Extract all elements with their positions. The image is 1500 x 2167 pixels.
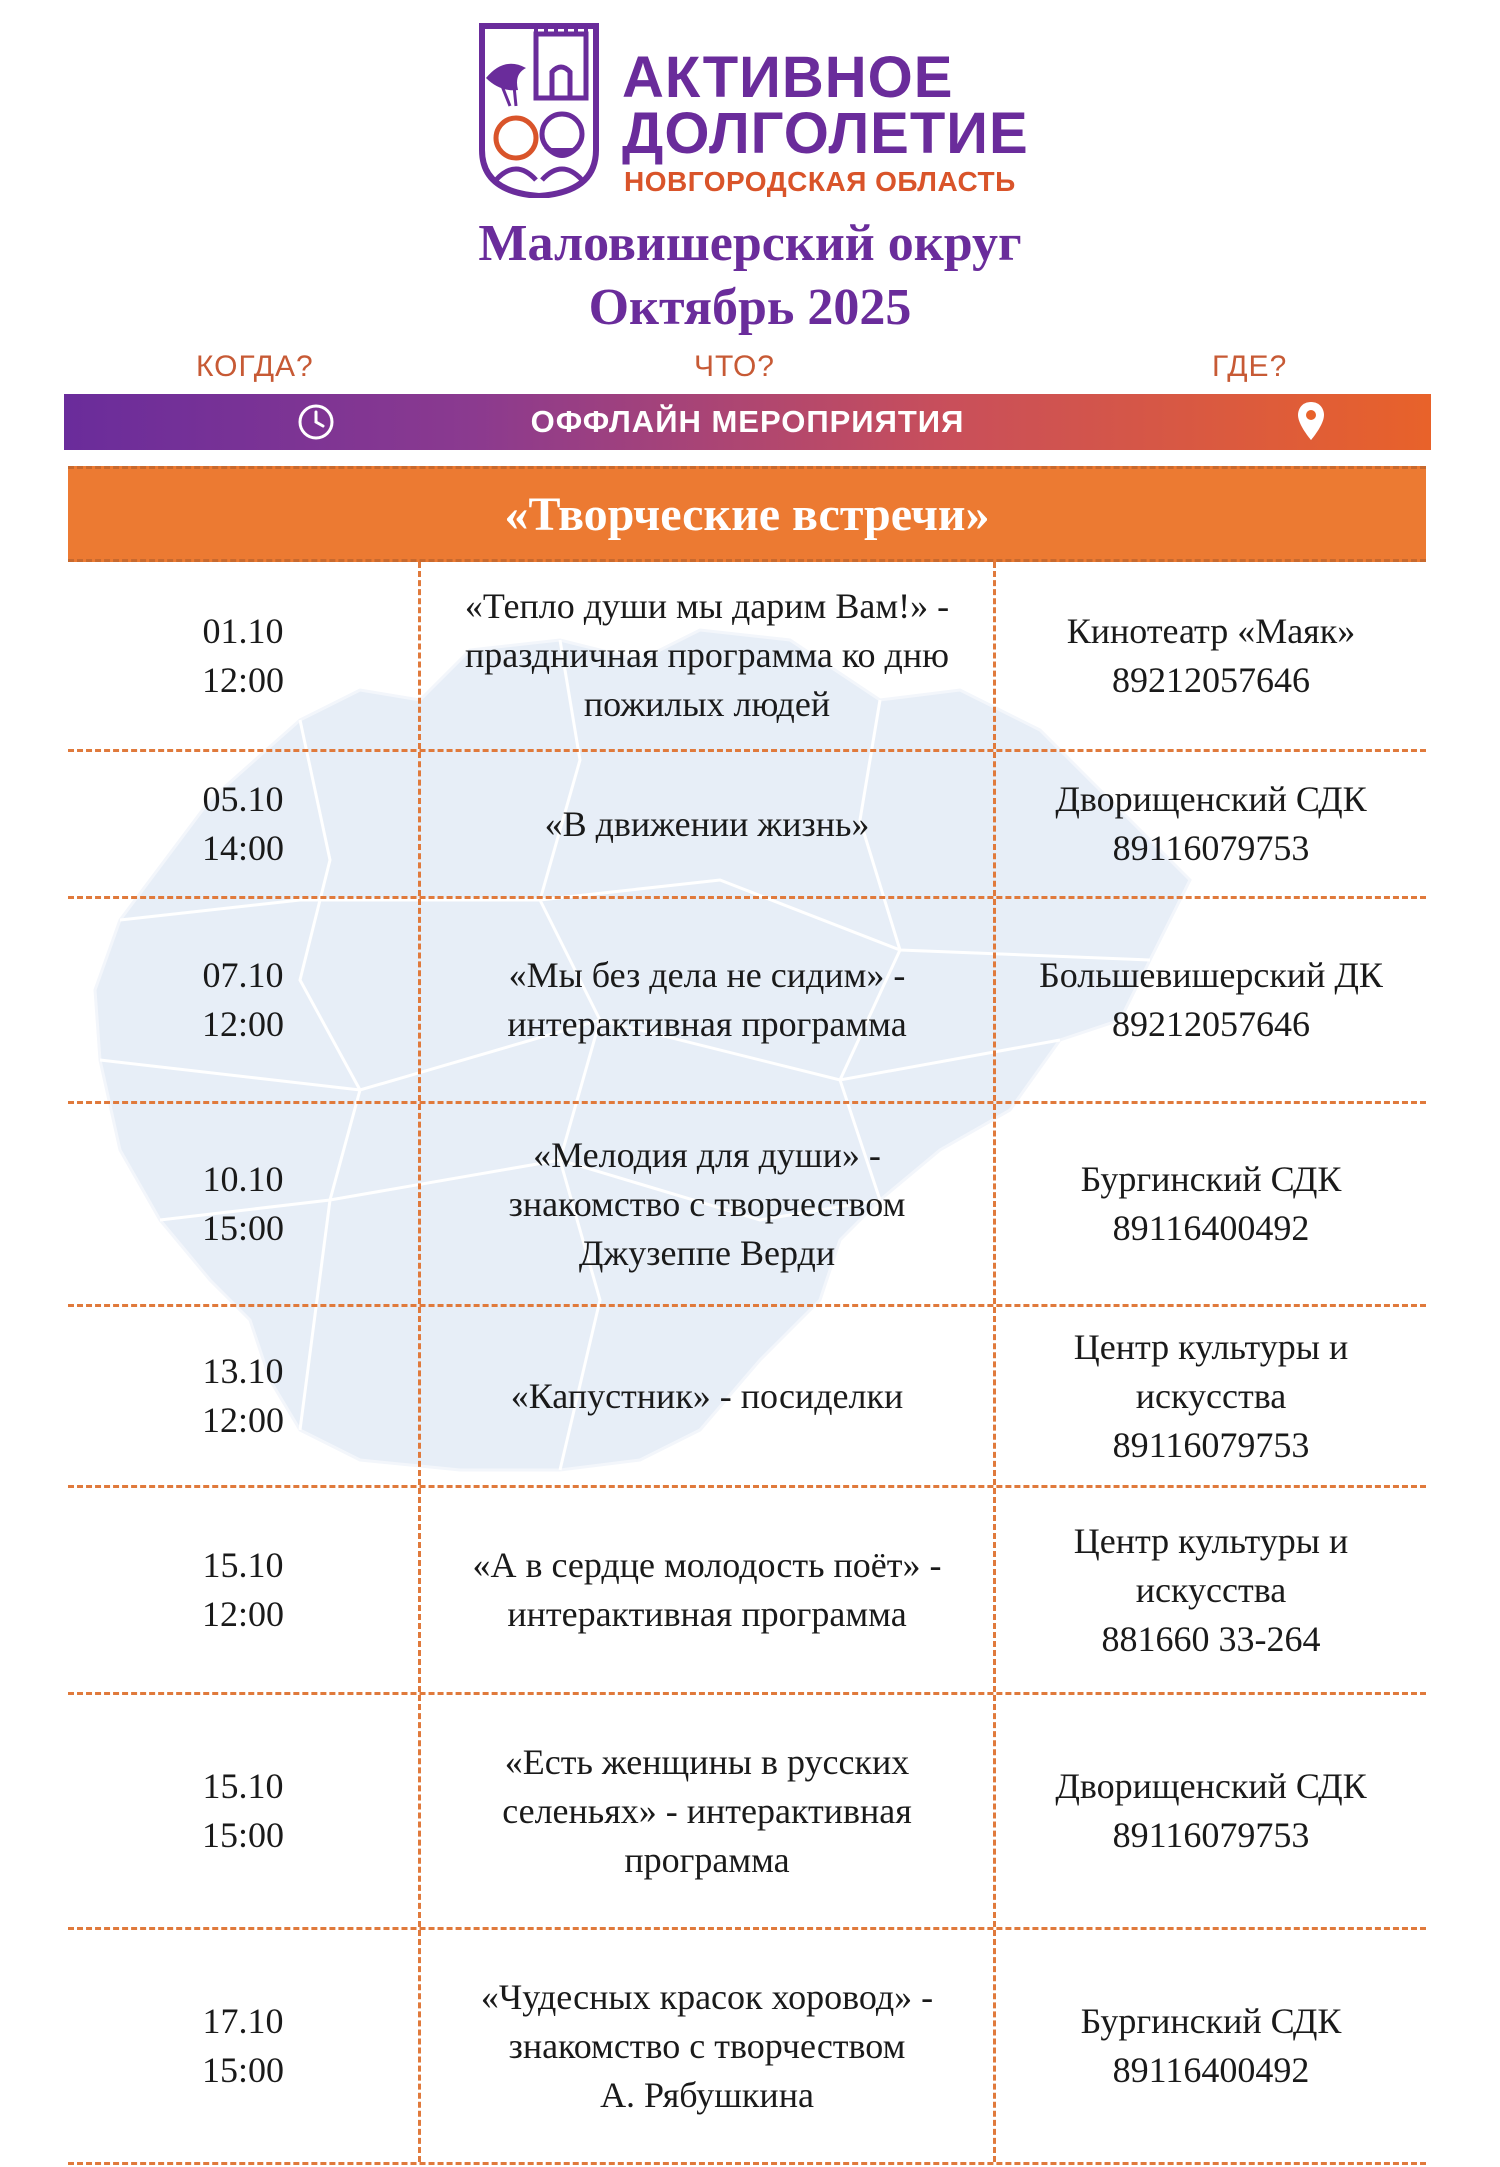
- event-description: [418, 1488, 996, 1692]
- event-row: [68, 899, 1426, 1104]
- event-time: 12:00: [201, 1400, 284, 1440]
- event-location-line: Большевишерский ДК: [1039, 955, 1383, 995]
- event-description: [418, 899, 996, 1101]
- event-description-line: «Мелодия для души» -: [533, 1134, 881, 1175]
- event-description-line: праздничная программа ко дню: [464, 635, 949, 675]
- event-description-line: интерактивная программа: [507, 1004, 907, 1044]
- logo-title-line1: АКТИВНОЕ: [622, 45, 954, 110]
- event-location-line: Дворищенский СДК: [1055, 1766, 1367, 1806]
- label-when: КОГДА?: [196, 350, 314, 383]
- event-time: 12:00: [201, 1594, 284, 1634]
- event-location-line: 89116079753: [1112, 828, 1310, 868]
- event-description-line: «Капустник» - посиделки: [510, 1375, 904, 1416]
- offline-events-banner: [64, 394, 1431, 450]
- event-location-line: Кинотеатр «Маяк»: [1066, 610, 1356, 651]
- event-date: 17.10: [202, 2001, 284, 2041]
- event-time: 12:00: [201, 659, 284, 700]
- event-location-line: 89116079753: [1112, 1424, 1310, 1465]
- event-location: [996, 1695, 1426, 1927]
- event-description-line: «В движении жизнь»: [544, 803, 870, 844]
- event-description-line: «Чудесных красок хоровод» -: [480, 1976, 934, 2017]
- event-row: [68, 752, 1426, 899]
- event-description: [418, 1104, 996, 1304]
- event-description-line: «Есть женщины в русских: [504, 1741, 910, 1782]
- event-datetime: [68, 899, 418, 1101]
- event-location: [996, 1307, 1426, 1485]
- event-description: [418, 1930, 996, 2162]
- event-time: 15:00: [201, 1208, 284, 1248]
- event-location-line: искусства: [1135, 1375, 1287, 1416]
- event-description: [418, 562, 996, 749]
- event-location-line: 881660 33-264: [1101, 1618, 1321, 1659]
- event-description: [418, 1307, 996, 1485]
- event-location: [996, 899, 1426, 1101]
- event-description-line: Джузеппе Верди: [578, 1232, 836, 1273]
- event-location-line: Центр культуры и: [1073, 1520, 1349, 1561]
- event-description-line: «Тепло души мы дарим Вам!» -: [464, 586, 950, 626]
- event-location: [996, 1488, 1426, 1692]
- event-description-line: интерактивная программа: [507, 1594, 907, 1634]
- event-description-line: А. Рябушкина: [600, 2074, 814, 2115]
- event-location-line: Центр культуры и: [1073, 1326, 1349, 1367]
- event-location-line: Дворищенский СДК: [1055, 779, 1367, 819]
- event-row: [68, 562, 1426, 752]
- event-time: 15:00: [201, 1815, 284, 1855]
- event-time: 14:00: [201, 828, 284, 868]
- event-location-line: Бургинский СДК: [1080, 1159, 1342, 1199]
- event-description-line: «Мы без дела не сидим» -: [508, 955, 906, 995]
- clock-icon: [296, 402, 336, 442]
- event-date: 05.10: [202, 779, 284, 819]
- event-location-line: 89116079753: [1112, 1815, 1310, 1855]
- event-row: [68, 1307, 1426, 1488]
- section-header: [68, 466, 1426, 562]
- event-location-line: 89212057646: [1112, 1004, 1310, 1044]
- events-table: [68, 562, 1426, 2165]
- label-what: ЧТО?: [694, 350, 775, 383]
- page-subtitle: Октябрь 2025: [588, 279, 912, 336]
- event-datetime: [68, 1930, 418, 2162]
- event-location-line: Бургинский СДК: [1080, 2001, 1342, 2041]
- event-date: 07.10: [202, 955, 284, 995]
- event-location: [996, 752, 1426, 896]
- event-location-line: 89116400492: [1112, 1208, 1310, 1248]
- label-where: ГДЕ?: [1212, 350, 1288, 383]
- event-date: 01.10: [202, 610, 284, 651]
- event-row: [68, 1930, 1426, 2165]
- event-date: 15.10: [202, 1766, 284, 1806]
- event-description-line: селеньях» - интерактивная: [502, 1790, 912, 1831]
- logo: [474, 20, 1034, 200]
- logo-title-line2: ДОЛГОЛЕТИЕ: [622, 101, 1029, 166]
- event-description: [418, 1695, 996, 1927]
- location-pin-icon: [1296, 400, 1326, 442]
- banner-text: ОФФЛАЙН МЕРОПРИЯТИЯ: [530, 404, 965, 439]
- event-description: [418, 752, 996, 896]
- event-date: 15.10: [202, 1545, 284, 1585]
- event-location-line: 89116400492: [1112, 2050, 1310, 2090]
- event-description-line: программа: [624, 1839, 790, 1880]
- event-location-line: искусства: [1135, 1569, 1287, 1610]
- event-date: 10.10: [202, 1159, 284, 1199]
- event-description-line: «А в сердце молодость поёт» -: [472, 1545, 942, 1585]
- event-datetime: [68, 562, 418, 749]
- event-date: 13.10: [202, 1351, 284, 1391]
- event-datetime: [68, 1695, 418, 1927]
- emblem-icon: [474, 20, 604, 198]
- event-datetime: [68, 1104, 418, 1304]
- event-description-line: знакомство с творчеством: [508, 2025, 906, 2066]
- event-row: [68, 1695, 1426, 1930]
- event-location: [996, 562, 1426, 749]
- page-title: Маловишерский округ: [478, 215, 1022, 272]
- section-title: «Творческие встречи»: [504, 487, 990, 541]
- event-datetime: [68, 1488, 418, 1692]
- event-datetime: [68, 752, 418, 896]
- event-description-line: знакомство с творчеством: [508, 1183, 906, 1224]
- event-location: [996, 1930, 1426, 2162]
- logo-region: НОВГОРОДСКАЯ ОБЛАСТЬ: [624, 166, 1016, 197]
- event-datetime: [68, 1307, 418, 1485]
- event-time: 12:00: [201, 1004, 284, 1044]
- event-description-line: пожилых людей: [583, 684, 831, 724]
- event-row: [68, 1488, 1426, 1695]
- event-location-line: 89212057646: [1112, 659, 1310, 700]
- event-location: [996, 1104, 1426, 1304]
- event-time: 15:00: [201, 2050, 284, 2090]
- event-row: [68, 1104, 1426, 1307]
